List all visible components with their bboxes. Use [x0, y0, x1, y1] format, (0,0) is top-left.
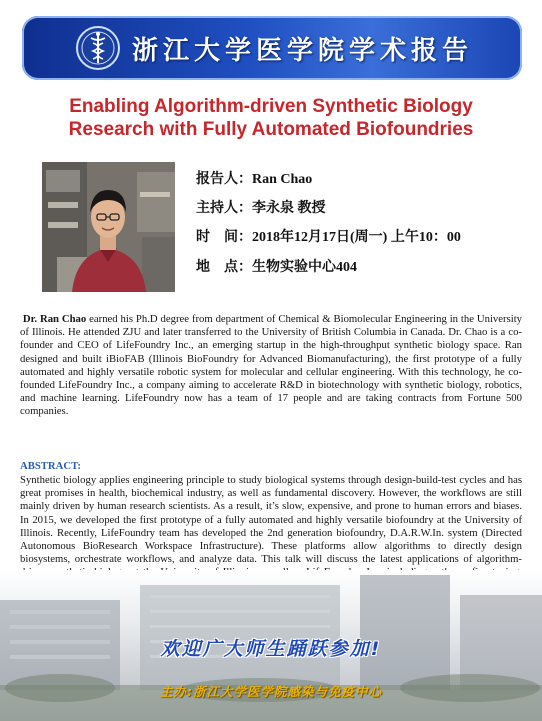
host-label: 主持人： [196, 201, 252, 216]
welcome-slogan: 欢迎广大师生踊跃参加! [160, 638, 382, 660]
zju-medical-caduceus-icon [74, 24, 122, 72]
speaker-bio [20, 313, 522, 419]
speaker-photo-illustration [42, 162, 175, 292]
place-label: 地 点： [196, 260, 252, 275]
place-value: 生物实验中心404 [252, 260, 357, 275]
talk-title [20, 95, 522, 141]
time-value: 2018年12月17日(周一) 上午10：00 [252, 230, 461, 245]
info-host [196, 197, 326, 217]
host-name: 李永泉 教授 [252, 201, 326, 216]
talk-title-line1: Enabling Algorithm-driven Synthetic Biology [69, 96, 473, 117]
speaker-name: Ran Chao [252, 172, 313, 187]
abstract-heading: ABSTRACT: [20, 460, 81, 472]
info-place [196, 256, 357, 276]
bio-text: earned his Ph.D degree from department of Chemical & Biomolecular Engineering in the University of Illinois. He attended ZJU and later transferred to the University of British Columbia in Canada. Dr. Chao is a co-founder and CEO of LifeFoundry Inc., an emerging startup in the high-throughput synthetic biology space. Ran designed and built iBioFAB (Illinois BioFoundry for Advanced Biomanufacturing), the first prototype of a fully automated and highly versatile robotic system for molecular and cellular engineering. With this technology, he co-founded LifeFoundry Inc., a company aiming to accelerate R&D in biotechnology with synthetic biology, robotics, and machine learning. LifeFoundry now has a team of 17 people and are taking contracts from Fortune 500 companies. [20, 313, 523, 418]
info-time [196, 226, 461, 246]
abstract-text: Synthetic biology applies engineering principle to study biological systems through design-build-test cycles and has great promises in health, biochemical industry, as well as fundamental discovery. However, the workflows are still mainly driven by human research scientists. As a result, it’s slow, expensive, and prone to human errors and biases. In 2015, we developed the first prototype of a fully automated and highly versatile biofoundry at the University of Illinois. Recently, LifeFoundry team has developed the 2nd generation biofoundry, D.A.R.W.In. system (Directed Autonomous BioResearch Workspace Infrastructure). These platforms allow algorithms to directly design biosystems, orchestrate workflows, and analyze data. This talk will discuss the latest applications of algorithm- [20, 474, 522, 566]
speaker-photo [42, 162, 175, 292]
header-banner [22, 16, 522, 80]
info-speaker [196, 168, 312, 188]
talk-title-line2: Research with Fully Automated Biofoundries [68, 119, 474, 140]
time-label: 时 间： [196, 230, 252, 245]
speaker-label: 报告人： [196, 172, 252, 187]
organizer-line: 主办:浙江大学医学院感染与免疫中心 [160, 684, 382, 699]
header-title: 浙江大学医学院学术报告 [132, 36, 474, 66]
bio-name: Dr. Ran Chao [22, 313, 87, 325]
